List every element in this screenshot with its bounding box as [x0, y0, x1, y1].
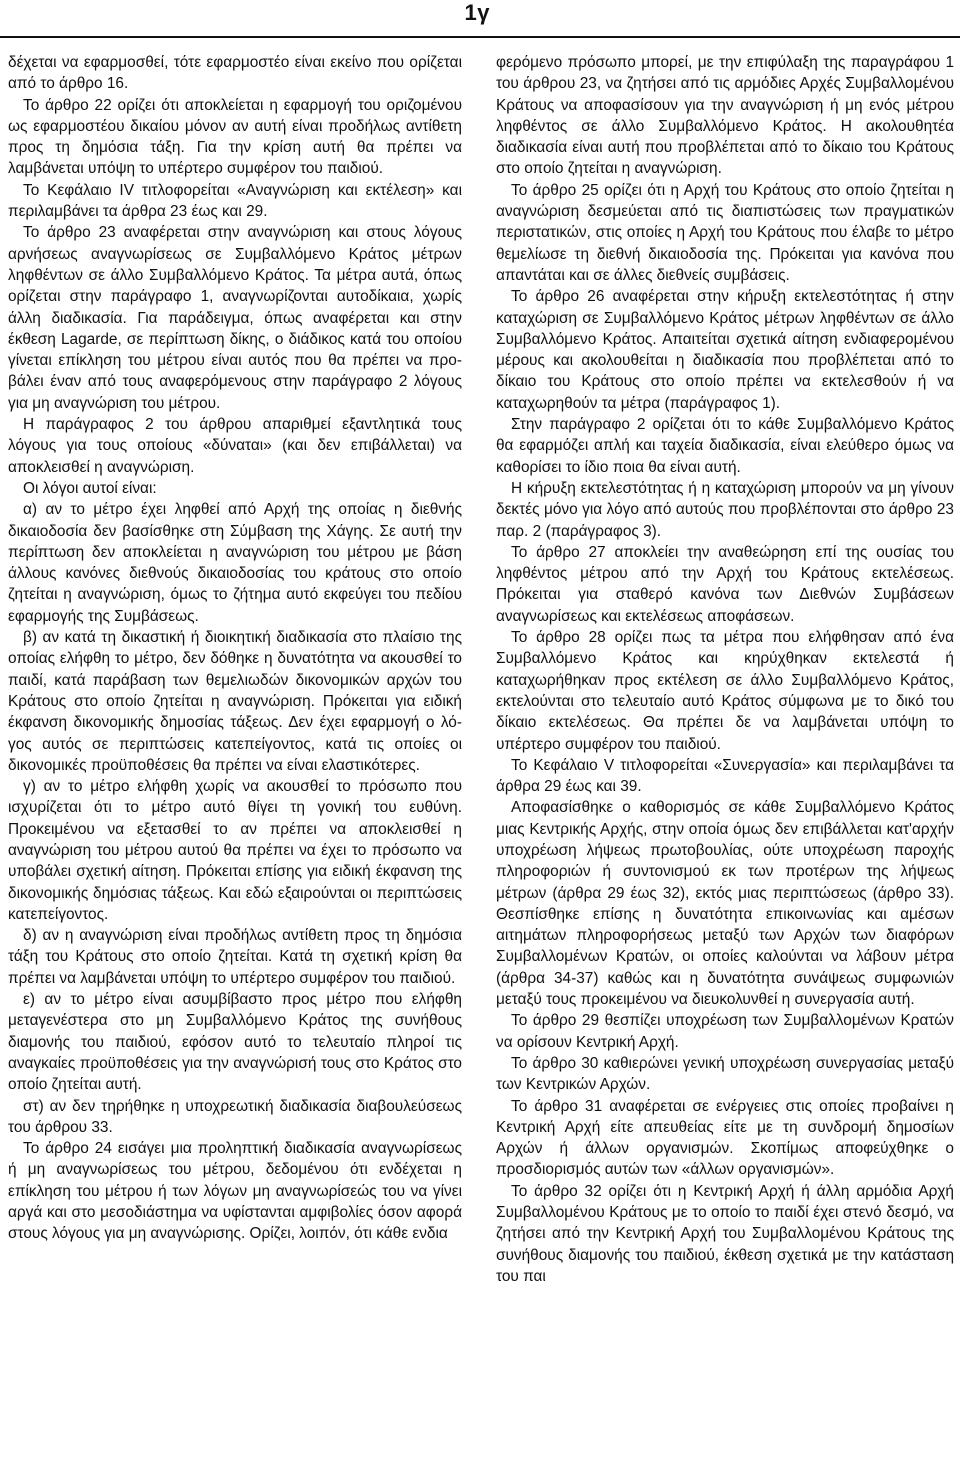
- paragraph: Αποφασίσθηκε ο καθορισμός σε κάθε Συμβαλλόμενο Κράτος μιας Κεντρικής Αρχής, στην οποία όμως δεν επιβάλλεται κατ'αρχήν υποχρέωση λήψεως πρωτοβουλίας, ούτε υποχρέωση παροχής πληροφοριών ή συντονισμού εκ των προτέρων της λήψεως μέτρων (άρθρα 29 έως 32), εκτός μιας περιπτώσεως (άρθρο 33). Θεσπίσθηκε επίσης η δυνατότητα επικοινωνίας και αμέσων αιτημάτων πληροφορήσεως μεταξύ των Αρχών των διαφόρων Συμβαλλομένων Κρατών, οι οποίες καλούνται να λάβουν μέτρα (άρθρα 34-37) καθώς και η δυνατότητα συνάψεως συμφωνιών μεταξύ τους προκειμένου να διευκολυνθεί η συνεργασία αυτή.: [496, 799, 954, 1009]
- paragraph: Το Κεφάλαιο IV τιτλοφορείται «Αναγνώριση και εκτέλεση» και περιλαμβάνει τα άρθρα 23 έως και 29.: [8, 181, 462, 221]
- paragraph: Το άρθρο 29 θεσπίζει υποχρέωση των Συμβαλλομένων Κρατών να ορίσουν Κεντρική Αρχή.: [496, 1012, 954, 1051]
- paragraph: Στην παράγραφο 2 ορίζεται ότι το κάθε Συμβαλλόμενο Κράτος θα εφαρμόζει απλή και ταχεία διαδικασία, είναι ελεύθερο όμως να καθορίσει το ίδιο ποια θα είναι αυτή.: [496, 416, 954, 476]
- paragraph: Το άρθρο 31 αναφέρεται σε ενέργειες στις οποίες προβαίνει η Κεντρική Αρχή είτε απευθείας είτε με τη συνδρομή δημοσίων Αρχών ή άλλων οργανισμών. Σκοπίμως αποφεύχθηκε ο προσδιορισμός αυτών των «άλλων οργανισμών».: [496, 1097, 954, 1179]
- paragraph: Το άρθρο 26 αναφέρεται στην κήρυξη εκτελεστότητας ή στην καταχώριση σε Συμβαλλόμενο Κράτος μέτρων ληφθέντων σε άλλο Συμβαλλόμενο Κράτος. Απαιτείται σχετικά αίτηση ενδιαφερομένου μέρους και ακολουθείται η διαδικασία που προβλέπεται από το δίκαιο του Κράτους στο οποίο πρέπει να εκτελεσθούν ή να καταχωρηθούν τα μέτρα (παράγραφος 1).: [496, 288, 954, 412]
- paragraph: Το άρθρο 24 εισάγει μια προληπτική διαδικασία αναγνωρίσεως ή μη αναγνωρίσεως του μέτρου, δεδομένου ότι ενδέχεται η επίκληση του μέτρου ή των λόγων μη αναγνωρίσεώς του να γίνει αργά και στο μεσοδιάστημα να υφίστανται αμφιβολίες όσον αφορά στους λόγους για μη αναγνώρισης. Ορίζει, λοιπόν, ότι κάθε ενδια: [8, 1140, 462, 1243]
- paragraph: α) αν το μέτρο έχει ληφθεί από Αρχή της οποίας η διεθνής δικαιοδοσία δεν βασίσθηκε στη Σύμβαση της Χάγης. Σε αυτή την περίπτωση δεν αποκλείεται η αναγνώριση του μέτρου με βάση άλλους κανόνες διεθνούς δικαιοδοσίας του κράτους στο οποίο ζητείται η αναγνώριση, όμως το ζήτημα αυτό εκφεύγει του πεδίου εφαρμογής της Συμβάσεως.: [8, 501, 462, 625]
- paragraph: Το άρθρο 22 ορίζει ότι αποκλείεται η εφαρμογή του οριζομένου ως εφαρμοστέου δικαίου μόνον αν αυτή είναι προδήλως αντίθετη προς τη δημόσια τάξη. Για την κρίση αυτή θα πρέπει να λαμβάνεται υπόψη το υπέρτερο συμφέρον του παιδιού.: [8, 96, 462, 178]
- paragraph: στ) αν δεν τηρήθηκε η υποχρεωτική διαδικασία διαβουλεύσεως του άρθρου 33.: [8, 1097, 462, 1136]
- paragraph: Το Κεφάλαιο V τιτλοφορείται «Συνεργασία» και περιλαμβάνει τα άρθρα 29 έως και 39.: [496, 756, 954, 796]
- paragraph: β) αν κατά τη δικαστική ή διοικητική διαδικασία στο πλαίσιο της οποίας ελήφθη το μέτρο, δεν δόθηκε η δυνατότητα να ακουσθεί το παιδί, κατά παράβαση των θεμελιωδών δικονομικών αρχών του Κράτους στο οποίο ζητείται η αναγνώριση. Πρόκειται για ειδική έκφανση δικονομικής δημοσίας τάξεως. Δεν έχει εφαρμογή ο λόγος αυτός σε περιπτώσεις κατεπείγοντος, κατά τις οποίες οι δικονομικές προϋποθέσεις θα πρέπει να είναι ελαστικότερες.: [8, 629, 462, 774]
- paragraph: Η κήρυξη εκτελεστότητας ή η καταχώριση μπορούν να μη γίνουν δεκτές μόνο για λόγο από αυτούς που προβλέπονται στο άρθρο 23 παρ. 2 (παράγραφος 3).: [496, 479, 954, 540]
- paragraph: Το άρθρο 30 καθιερώνει γενική υποχρέωση συνεργασίας μεταξύ των Κεντρικών Αρχών.: [496, 1054, 954, 1094]
- paragraph: γ) αν το μέτρο ελήφθη χωρίς να ακουσθεί το πρόσωπο που ισχυρίζεται ότι το μέτρο αυτό θίγει τη γονική του ευθύνη. Προκειμένου να εξετασθεί το αν πρέπει να αποκλεισθεί η αναγνώριση του μέτρου αυτού θα πρέπει να έχει το πρόσωπο να υποβάλει σχετική αίτηση. Πρόκειται επίσης για ειδική έκφανση της δικονομικής δημόσιας τάξεως. Και εδώ εξαιρούνται οι περιπτώσεις κατεπείγοντος.: [8, 778, 462, 923]
- paragraph: Το άρθρο 25 ορίζει ότι η Αρχή του Κράτους στο οποίο ζητείται η αναγνώριση δεσμεύεται από τις διαπιστώσεις των πραγματικών περιστατικών, στις οποίες η Αρχή του Κράτους που έλαβε το μέτρο θεμελίωσε τη διεθνή δικαιοδοσία της. Πρόκειται για κανόνα που απαντάται και σε άλλες διεθνείς συμβάσεις.: [496, 181, 954, 284]
- right-column: [496, 52, 954, 1287]
- paragraph: φερόμενο πρόσωπο μπορεί, με την επιφύλαξη της παραγράφου 1 του άρθρου 23, να ζητήσει από τις αρμόδιες Αρχές Συμβαλλομένου Κράτους να αποφασίσουν για την αναγνώριση ή μη ενός μέτρου ληφθέντος σε άλλο Συμβαλλόμενο Κράτος. Η ακολουθητέα διαδικασία είναι αυτή που προβλέπεται από το δίκαιο του Κράτους στο οποίο ζητείται η αναγνώριση.: [496, 54, 954, 178]
- paragraph: Οι λόγοι αυτοί είναι:: [23, 479, 157, 497]
- paragraph: δ) αν η αναγνώριση είναι προδήλως αντίθετη προς τη δημόσια τάξη του Κράτους στο οποίο ζητείται. Κατά τη σχετική κρίση θα πρέπει να λαμβάνεται υπόψη το υπέρτερο συμφέρον του παιδιού.: [8, 927, 462, 987]
- paragraph: ε) αν το μέτρο είναι ασυμβίβαστο προς μέτρο που ελήφθη μεταγενέστερα στο μη Συμβαλλόμενο Κράτος της συνήθους διαμονής του παιδιού, εφόσον αυτό το τελευταίο πληροί τις αναγκαίες προϋποθέσεις για την αναγνώρισή τους στο Κράτος στο οποίο ζητείται αυτή.: [8, 991, 462, 1094]
- header-rule: [0, 36, 960, 38]
- paragraph: Το άρθρο 32 ορίζει ότι η Κεντρική Αρχή ή άλλη αρμόδια Αρχή Συμβαλλομένου Κράτους με το οποίο το παιδί έχει στενό δεσμό, να ζητήσει από την Κεντρική Αρχή του Συμβαλλομένου Κράτους της συνήθους διαμονής του παιδιού, έκθεση σχετικά με την κατάσταση του παι: [496, 1182, 954, 1285]
- paragraph: Η παράγραφος 2 του άρθρου απαριθμεί εξαντλητικά τους λόγους για τους οποίους «δύναται» (και δεν επιβάλλεται) να αποκλεισθεί η αναγνώριση.: [8, 416, 462, 476]
- paragraph: δέχεται να εφαρμοσθεί, τότε εφαρμοστέο είναι εκείνο που ορίζεται από το άρθρο 16.: [8, 54, 462, 93]
- left-column: [8, 52, 462, 1245]
- paragraph: Το άρθρο 23 αναφέρεται στην αναγνώριση και στους λόγους αρνήσεως αναγνωρίσεως σε Συμβαλλόμενο Κράτος μέτρων ληφθέντων σε άλλο Συμβαλλόμενο Κράτος. Τα μέτρα αυτά, όπως ορίζεται στην παράγραφο 1, αναγνωρίζονται αυτοδίκαια, χωρίς άλλη διαδικασία. Για παράδειγμα, όπως αναφέρεται και στην έκθεση Lagarde, σε περίπτωση δίκης, ο διάδικος κατά του οποίου γίνεται επίκληση του μέτρου είναι αυτός που θα πρέπει να προβάλει έναν από τους αναφερόμενους στην παράγραφο 2 λόγους για μη αναγνώριση του μέτρου.: [8, 224, 462, 412]
- page-number: 1γ: [464, 0, 490, 25]
- paragraph: Το άρθρο 27 αποκλείει την αναθεώρηση επί της ουσίας του ληφθέντος μέτρου από την Αρχή του Κράτους εκτελέσεως. Πρόκειται για σταθερό κανόνα των Διεθνών Συμβάσεων αναγνωρίσεως και εκτελέσεως αποφάσεων.: [496, 543, 954, 625]
- paragraph: Το άρθρο 28 ορίζει πως τα μέτρα που ελήφθησαν από ένα Συμβαλλόμενο Κράτος και κηρύχθηκαν εκτελεστά ή καταχωρήθηκαν προς εκτέλεση σε άλλο Συμβαλλόμενο Κράτος, εκτελούνται στο τελευταίο αυτό Κράτος σύμφωνα με το δικό του δίκαιο εκτελέσεως. Θα πρέπει δε να λαμβάνεται υπόψη το υπέρτερο συμφέρον του παιδιού.: [496, 629, 954, 753]
